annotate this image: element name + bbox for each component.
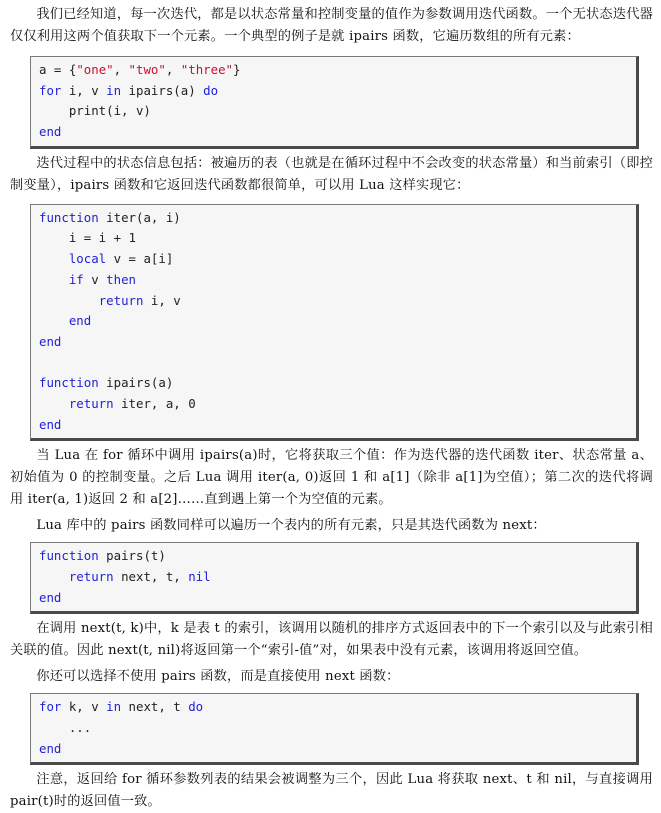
code-line: end bbox=[39, 589, 62, 605]
code-block-next-loop bbox=[30, 693, 639, 765]
code-line: return iter, a, 0 bbox=[68, 395, 196, 411]
code-line: function pairs(t) bbox=[39, 548, 166, 564]
code-line: return next, t, nil bbox=[68, 569, 211, 584]
paragraph-pairs-intro: Lua 库中的 pairs 函数同样可以遍历一个表内的所有元素，只是其迭代函数为 next： bbox=[36, 518, 546, 534]
code-block-ipairs-usage bbox=[30, 56, 639, 149]
code-line: end bbox=[68, 313, 92, 329]
code-line: i = i + 1 bbox=[39, 230, 136, 246]
code-block-ipairs-implementation bbox=[30, 204, 639, 442]
paragraph-note-for-results: 注意，返回给 for 循环参数列表的结果会被调整为三个，因此 Lua 将获取 next、t 和 nil，与直接调用 pair(t)时的返回值一致。 bbox=[10, 772, 653, 810]
paragraph-stateless-iterator-intro: 我们已经知道，每一次迭代，都是以状态常量和控制变量的值作为参数调用迭代函数。一个无状态迭代器仅仅利用这两个值获取下一个元素。一个典型的例子是就 ipairs 函数，它遍历数组的所有元素： bbox=[10, 7, 653, 44]
paragraph-iteration-state: 迭代过程中的状态信息包括：被遍历的表（也就是在循环过程中不会改变的状态常量）和当前索引（即控制变量），ipairs 函数和它返回迭代函数都很简单，可以用 Lua 这样实现它： bbox=[10, 155, 653, 193]
paragraph-ipairs-explanation: 当 Lua 在 for 循环中调用 ipairs(a)时，它将获取三个值：作为迭代器的迭代函数 iter、状态常量 a、初始值为 0 的控制变量。之后 Lua 调用 iter(a, 0)返回 1 和 a[1]（除非 a[1]为空值）；第二次的迭代将调用 iter(a, 1)返回 2 和 a[2]……直到遇上第一个为空值的元素。 bbox=[10, 448, 653, 508]
code-line: ... bbox=[39, 720, 92, 736]
code-line: end bbox=[39, 333, 62, 349]
code-line: for k, v in next, t do bbox=[39, 699, 204, 715]
code-line: function iter(a, i) bbox=[39, 209, 181, 225]
code-line: if v then bbox=[68, 271, 136, 287]
paragraph-next-direct: 你还可以选择不使用 pairs 函数，而是直接使用 next 函数： bbox=[36, 669, 400, 685]
paragraph-next-explanation: 在调用 next(t, k)中，k 是表 t 的索引，该调用以随机的排序方式返回表中的下一个索引以及与此索引相关联的值。因此 next(t, nil)将返回第一个“索引-值”对，如果表中没有元素，该调用将返回空值。 bbox=[10, 621, 653, 659]
code-line: for i, v in ipairs(a) do bbox=[39, 82, 219, 98]
code-line: return i, v bbox=[98, 292, 181, 308]
code-block-pairs-implementation bbox=[30, 542, 639, 614]
code-line: function ipairs(a) bbox=[39, 375, 174, 391]
code-line: end bbox=[39, 416, 62, 432]
code-line: local v = a[i] bbox=[68, 251, 174, 267]
code-line-blank bbox=[39, 353, 636, 374]
code-line: print(i, v) bbox=[39, 103, 151, 119]
document-page bbox=[10, 0, 653, 813]
code-line: end bbox=[39, 124, 62, 140]
code-line: a = {"one", "two", "three"} bbox=[39, 62, 241, 77]
code-line: end bbox=[39, 740, 62, 756]
